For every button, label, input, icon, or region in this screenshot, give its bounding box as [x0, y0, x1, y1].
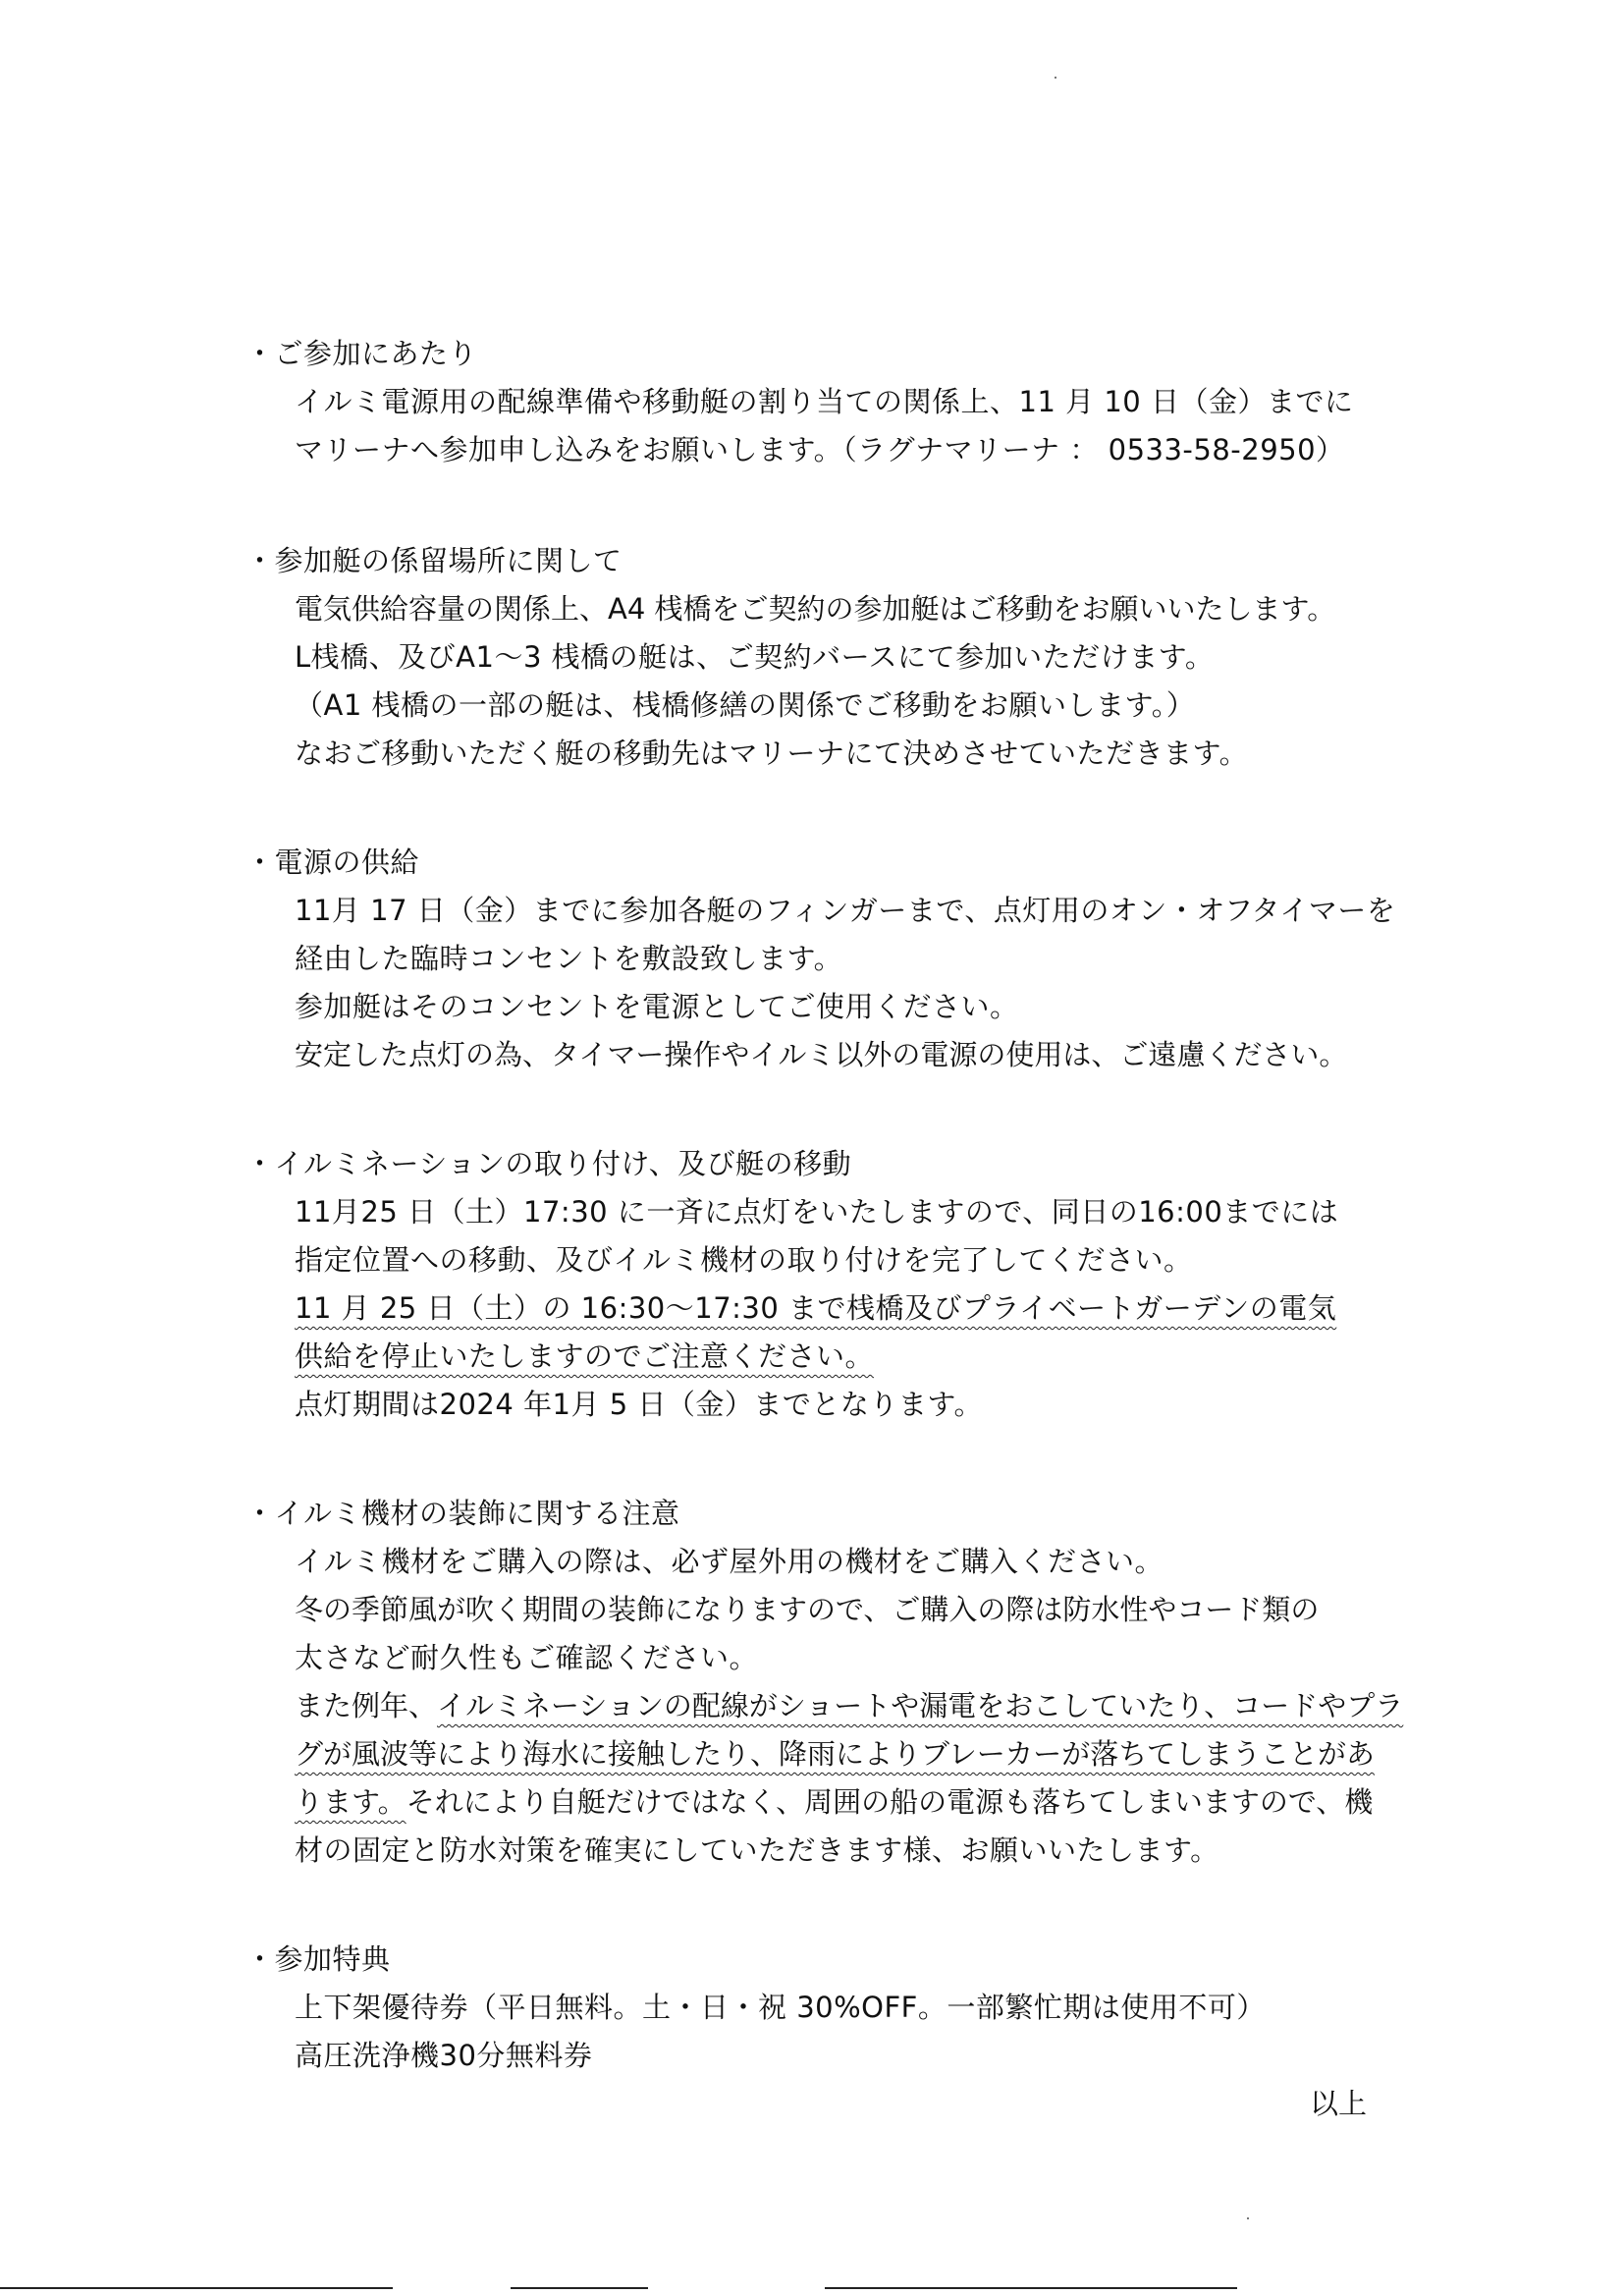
section-mooring-location — [245, 537, 1384, 778]
section-participation — [245, 330, 1384, 474]
section-power-supply — [245, 839, 1396, 1079]
body-line: 経由した臨時コンセントを敷設致します。 — [295, 942, 843, 975]
body-line: 太さなど耐久性もご確認ください。 — [295, 1641, 759, 1674]
plain-text: また例年、 — [295, 1689, 438, 1722]
body-line: イルミ電源用の配線準備や移動艇の割り当ての関係上、11 月 10 日（金）までに — [295, 385, 1354, 418]
body-line: 11月 17 日（金）までに参加各艇のフィンガーまで、点灯用のオン・オフタイマーを — [295, 894, 1396, 927]
body-line: 上下架優待券（平日無料。土・日・祝 30%OFF。一部繁忙期は使用不可） — [295, 1991, 1266, 2024]
body-line: 参加艇はそのコンセントを電源としてご使用ください。 — [295, 990, 1019, 1023]
body-line: 指定位置への移動、及びイルミ機材の取り付けを完了してください。 — [295, 1243, 1193, 1277]
body-line: マリーナへ参加申し込みをお願いします。（ラグナマリーナ ： 0533-58-2950） — [295, 433, 1345, 466]
body-line: （A1 桟橋の一部の艇は、桟橋修繕の関係でご移動をお願いします。） — [295, 688, 1196, 722]
body-line-emphasized — [295, 1778, 1384, 1827]
section-heading: ・イルミ機材の装飾に関する注意 — [245, 1497, 680, 1530]
body-line: イルミ機材をご購入の際は、必ず屋外用の機材をご購入ください。 — [295, 1545, 1164, 1578]
section-installation-and-move — [245, 1140, 1384, 1429]
emphasized-text: ります。 — [295, 1785, 406, 1819]
body-line: 材の固定と防水対策を確実にしていただきます様、お願いいたします。 — [295, 1833, 1219, 1867]
section-heading: ・参加特典 — [245, 1942, 391, 1976]
body-line: 点灯期間は2024 年1月 5 日（金）までとなります。 — [295, 1388, 984, 1421]
emphasized-text: イルミネーションの配線がショートや漏電をおこしていたり、コードやプラ — [437, 1689, 1404, 1722]
section-heading: ・イルミネーションの取り付け、及び艇の移動 — [245, 1147, 852, 1180]
section-heading: ・ご参加にあたり — [245, 337, 478, 370]
section-equipment-notes — [245, 1490, 1404, 1875]
body-line: なおご移動いただく艇の移動先はマリーナにて決めさせていただきます。 — [295, 737, 1249, 770]
document-body — [245, 330, 1404, 2128]
section-heading: ・参加艇の係留場所に関して — [245, 544, 623, 577]
body-line-emphasized — [295, 1730, 1384, 1778]
body-line: 安定した点灯の為、タイマー操作やイルミ以外の電源の使用は、ご遠慮ください。 — [295, 1038, 1348, 1071]
plain-text: それにより自艇だけではなく、周囲の船の電源も落ちてしまいますので、機 — [406, 1785, 1374, 1819]
scan-speck — [1247, 2217, 1249, 2219]
body-line: L桟橋、及びA1～3 桟橋の艇は、ご契約バースにて参加いただけます。 — [295, 640, 1215, 674]
closing-mark: 以上 — [1309, 2087, 1367, 2120]
body-line: 高圧洗浄機30分無料券 — [295, 2039, 593, 2072]
scan-edge-lines — [0, 2287, 1624, 2291]
emphasized-text: 供給を停止いたしますのでご注意ください。 — [295, 1339, 875, 1373]
scan-speck — [1055, 77, 1056, 79]
emphasized-text: 11 月 25 日（土）の 16:30～17:30 まで桟橋及びプライベートガーデンの電気 — [295, 1291, 1337, 1325]
body-line: 11月25 日（土）17:30 に一斉に点灯をいたしますので、同日の16:00までには — [295, 1195, 1339, 1229]
body-line-emphasized — [295, 1333, 1384, 1381]
body-line: 冬の季節風が吹く期間の装飾になりますので、ご購入の際は防水性やコード類の — [295, 1593, 1320, 1626]
section-heading: ・電源の供給 — [245, 846, 420, 879]
emphasized-text: グが風波等により海水に接触したり、降雨によりブレーカーが落ちてしまうことがあ — [295, 1737, 1375, 1771]
body-line: 電気供給容量の関係上、A4 桟橋をご契約の参加艇はご移動をお願いいたします。 — [295, 592, 1336, 626]
body-line-emphasized — [295, 1284, 1384, 1333]
section-benefits — [245, 1936, 1384, 2080]
body-line-emphasized — [295, 1682, 1404, 1730]
